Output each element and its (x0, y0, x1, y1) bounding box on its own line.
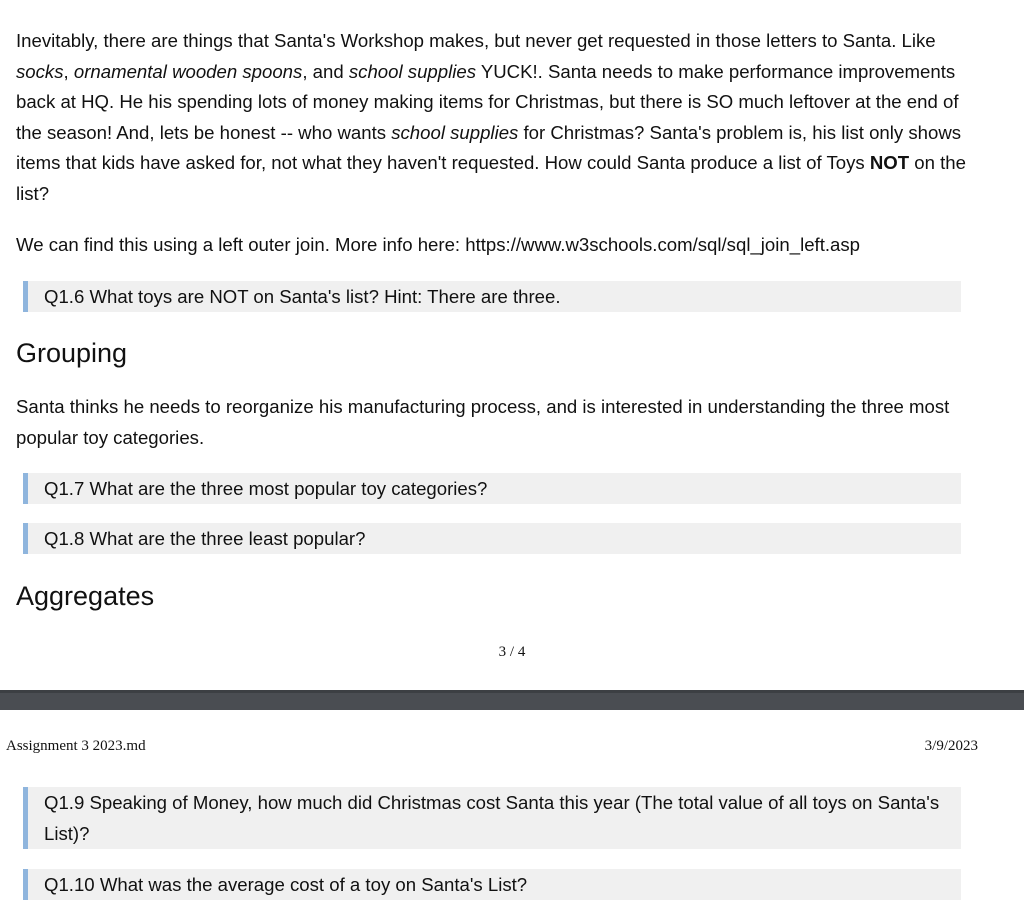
intro-and: , and (302, 60, 349, 82)
intro-spoons: ornamental wooden spoons (73, 60, 303, 82)
header-filename: Assignment 3 2023.md (6, 738, 146, 754)
page-divider-shadow (0, 690, 1024, 693)
header-date: 3/9/2023 (924, 738, 978, 754)
grouping-text: Santa thinks he needs to reorganize his manufacturing process, and is interested in understanding the three most popular toy categories. (16, 396, 950, 448)
question-1-9: Q1.9 Speaking of Money, how much did Christmas cost Santa this year (The total value of all toys on Santa's List)? (23, 787, 961, 849)
intro-not: NOT (869, 152, 910, 174)
intro-socks: socks (16, 60, 64, 82)
grouping-paragraph (16, 392, 976, 453)
intro-comma: , (63, 60, 74, 82)
intro-text-3: for Christmas? Santa's problem is, his list only shows items that kids have asked for, not what they haven't requested. How could Santa produce a list of Toys (16, 121, 962, 174)
intro-text-1: Inevitably, there are things that Santa's Workshop makes, but never get requested in those letters to Santa. Like (16, 30, 936, 51)
grouping-heading: Grouping (16, 338, 128, 368)
question-1-6: Q1.6 What toys are NOT on Santa's list? Hint: There are three. (23, 281, 961, 312)
question-1-7: Q1.7 What are the three most popular toy categories? (23, 473, 961, 504)
question-1-8: Q1.8 What are the three least popular? (23, 523, 961, 554)
intro-text-4: on the list? (16, 152, 966, 204)
outer-join-text: We can find this using a left outer join. More info here: https://www.w3schools.com/sql/sql_join_left.asp (16, 234, 861, 255)
question-1-10: Q1.10 What was the average cost of a toy on Santa's List? (23, 869, 961, 900)
intro-text-2: YUCK!. Santa needs to make performance improvements back at HQ. He his spending lots of money making items for Christmas, but there is SO much leftover at the end of the season! And, lets be honest -- who wants (16, 60, 959, 143)
intro-school-supplies-2: school supplies (391, 121, 519, 143)
aggregates-heading: Aggregates (16, 581, 155, 611)
intro-school-supplies-1: school supplies (348, 60, 476, 82)
page-number: 3 / 4 (498, 644, 526, 660)
page-divider (0, 690, 1024, 710)
outer-join-paragraph (16, 230, 976, 261)
